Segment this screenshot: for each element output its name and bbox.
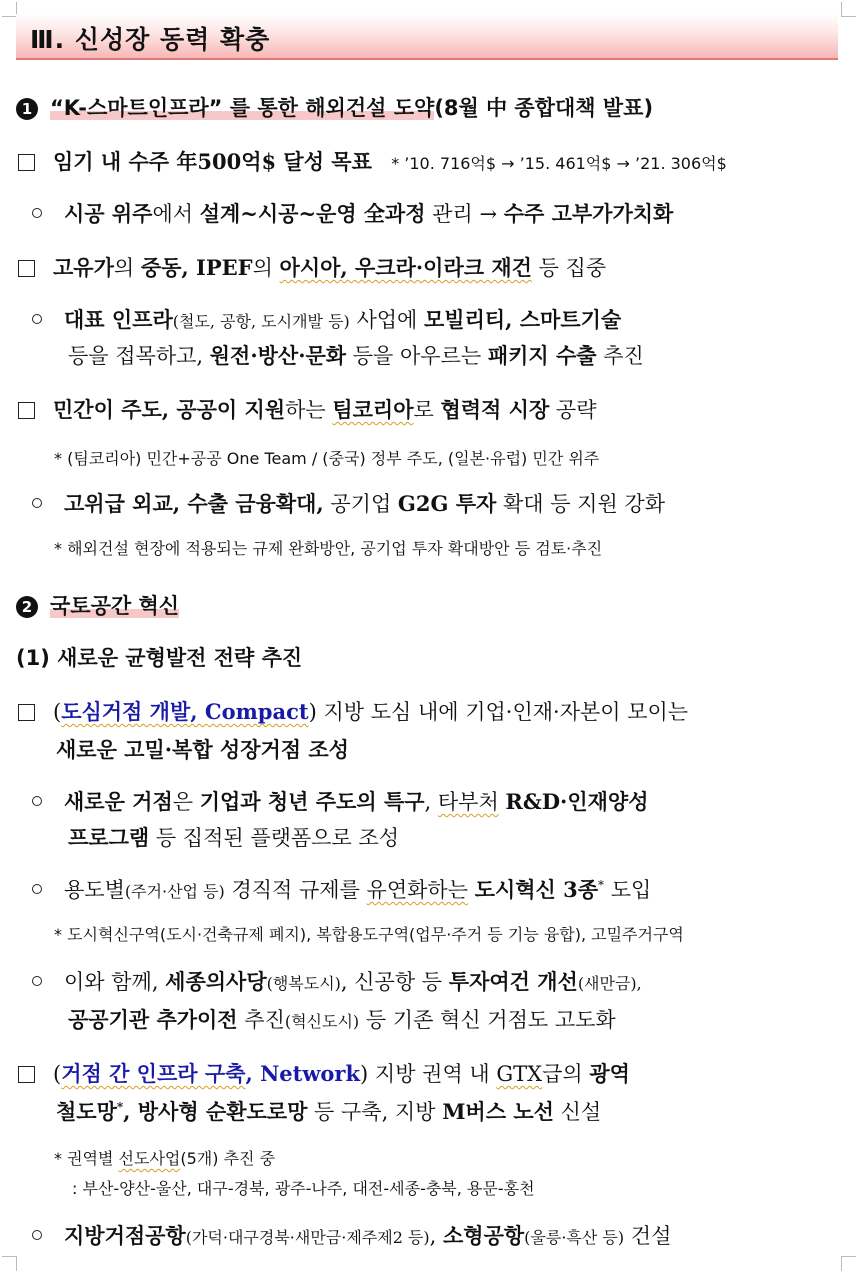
heading-2	[16, 590, 179, 620]
target-note: * ’10. 716억$ → ’15. 461억$ → ’21. 306억$	[391, 154, 727, 173]
note-diplomacy: * 해외건설 현장에 적용되는 규제 완화방안, 공기업 투자 확대방안 등 검토·추진	[54, 539, 603, 558]
circle-bullet-icon	[32, 976, 42, 986]
target-text: 임기 내 수주 年500억$ 달성 목표	[53, 149, 372, 174]
bullet-compact: (도심거점 개발, Compact) 지방 도심 내에 기업·인재·자본이 모이는	[18, 696, 688, 726]
sub-bullet-package: 대표 인프라(철도, 공항, 도시개발 등) 사업에 모빌리티, 스마트기술	[32, 304, 621, 334]
bullet-compact-line2: 새로운 고밀·복합 성장거점 조성	[56, 737, 349, 762]
sub-bullet-new-hub: 새로운 거점은 기업과 청년 주도의 특구, 타부처 R&D·인재양성	[32, 786, 649, 816]
note-pilot-projects: * 권역별 선도사업(5개) 추진 중	[54, 1149, 276, 1168]
bullet-target	[18, 146, 727, 176]
page-corner-mark	[2, 1256, 17, 1271]
note-zoning: * 도시혁신구역(도시·건축규제 폐지), 복합용도구역(업무·주거 등 기능 융합), 고밀주거구역	[54, 925, 684, 944]
sub-bullet-existing-hubs: 이와 함께, 세종의사당(행복도시), 신공항 등 투자여건 개선(새만금),	[32, 966, 642, 996]
heading-2-text: 국토공간 혁신	[50, 594, 180, 618]
note-team-korea: * (팀코리아) 민간+공공 One Team / (중국) 정부 주도, (일본·유럽) 민간 위주	[54, 449, 600, 468]
page-corner-mark	[841, 2, 856, 17]
heading-1-tail: (8월 中 종합대책 발표)	[434, 96, 654, 120]
bullet-team-korea: 민간이 주도, 공공이 지원하는 팀코리아로 협력적 시장 공략	[18, 394, 596, 424]
sub-bullet-package-line2: 등을 접목하고, 원전·방산·문화 등을 아우르는 패키지 수출 추진	[68, 343, 644, 368]
circle-bullet-icon	[32, 208, 42, 218]
square-bullet-icon	[18, 704, 35, 721]
square-bullet-icon	[18, 154, 35, 171]
section-title-bar	[16, 14, 838, 60]
sub-bullet-diplomacy: 고위급 외교, 수출 금융확대, 공기업 G2G 투자 확대 등 지원 강화	[32, 488, 665, 518]
square-bullet-icon	[18, 402, 35, 419]
circle-bullet-icon	[32, 498, 42, 508]
circle-bullet-icon	[32, 314, 42, 324]
square-bullet-icon	[18, 260, 35, 277]
bullet-network: (거점 간 인프라 구축, Network) 지방 권역 내 GTX급의 광역	[18, 1058, 630, 1088]
heading-1	[16, 92, 653, 122]
sub-bullet-airports: 지방거점공항(가덕·대구경북·새만금·제주제2 등), 소형공항(울릉·흑산 등) 건설	[32, 1220, 671, 1250]
sub-bullet-zoning: 용도별(주거·산업 등) 경직적 규제를 유연화하는 도시혁신 3종* 도입	[32, 874, 651, 904]
square-bullet-icon	[18, 1066, 35, 1083]
sub-bullet-lifecycle: 시공 위주에서 설계~시공~운영 全과정 관리 → 수주 고부가가치화	[32, 198, 673, 228]
section-title: Ⅲ. 신성장 동력 확충	[30, 25, 271, 54]
sub-bullet-new-hub-line2: 프로그램 등 집적된 플랫폼으로 조성	[68, 825, 400, 850]
note-pilot-regions: : 부산-양산-울산, 대구-경북, 광주-나주, 대전-세종-충북, 용문-홍천	[72, 1179, 535, 1198]
bullet-regions: 고유가의 중동, IPEF의 아시아, 우크라·이라크 재건 등 집중	[18, 252, 606, 282]
number-two-icon: 2	[16, 596, 38, 618]
subheading-balanced-development: (1) 새로운 균형발전 전략 추진	[16, 646, 303, 670]
page-corner-mark	[841, 1256, 856, 1271]
bullet-network-line2: 철도망*, 방사형 순환도로망 등 구축, 지방 M버스 노선 신설	[56, 1099, 602, 1124]
heading-1-text: “K-스마트인프라” 를 통한 해외건설 도약	[50, 96, 435, 120]
circle-bullet-icon	[32, 796, 42, 806]
circle-bullet-icon	[32, 884, 42, 894]
sub-bullet-existing-hubs-line2: 공공기관 추가이전 추진(혁신도시) 등 기존 혁신 거점도 고도화	[68, 1007, 616, 1032]
number-one-icon: 1	[16, 98, 38, 120]
circle-bullet-icon	[32, 1230, 42, 1240]
page-corner-mark	[2, 2, 17, 17]
